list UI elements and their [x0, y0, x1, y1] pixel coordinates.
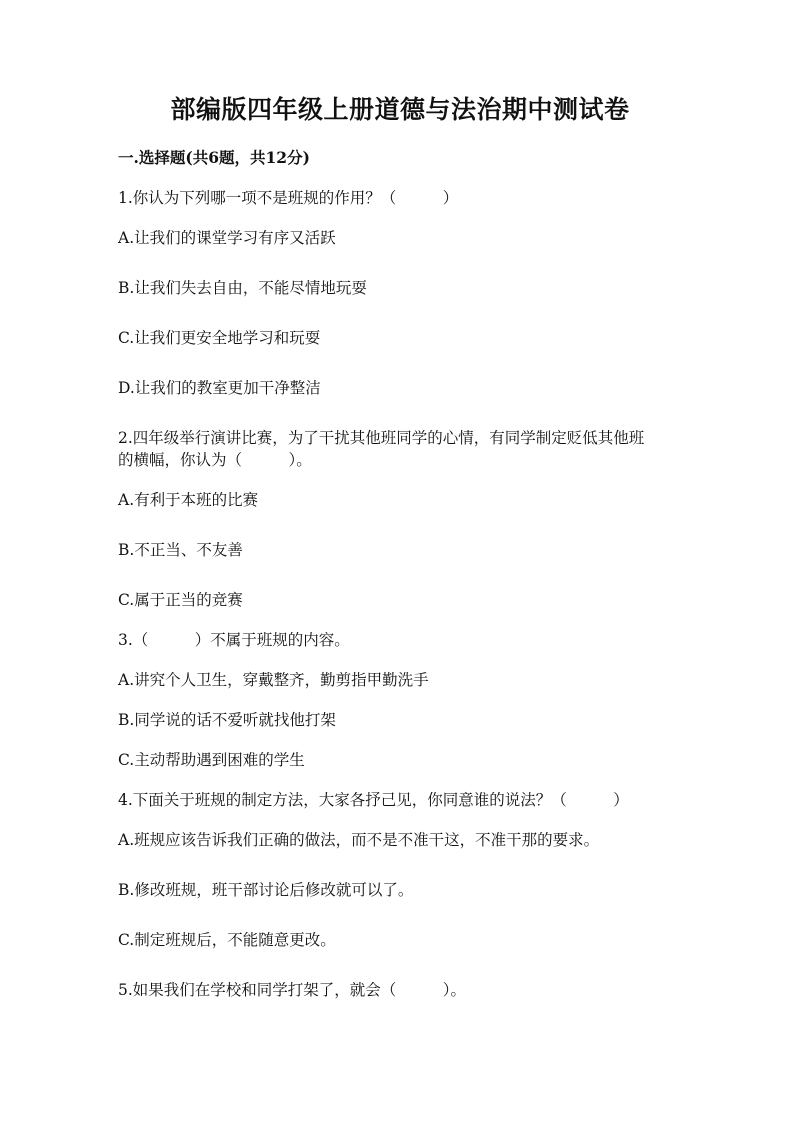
question-4-stem: 4.下面关于班规的制定方法，大家各抒己见，你同意谁的说法？（ ） — [118, 791, 629, 809]
question-2-stem-line-2: 的横幅，你认为（ ）。 — [118, 451, 312, 469]
question-3-option-b: B.同学说的话不爱听就找他打架 — [118, 711, 336, 729]
question-2-option-b: B.不正当、不友善 — [118, 541, 243, 559]
question-4-option-b: B.修改班规，班干部讨论后修改就可以了。 — [118, 881, 414, 899]
exam-title: 部编版四年级上册道德与法治期中测试卷 — [170, 95, 630, 124]
question-5-stem: 5.如果我们在学校和同学打架了，就会（ ）。 — [118, 981, 467, 999]
question-4-option-a: A.班规应该告诉我们正确的做法，而不是不准干这，不准干那的要求。 — [118, 831, 600, 849]
question-1-option-a: A.让我们的课堂学习有序又活跃 — [118, 229, 336, 247]
question-3-option-a: A.讲究个人卫生，穿戴整齐，勤剪指甲勤洗手 — [118, 671, 429, 689]
question-2-stem-line-1: 2.四年级举行演讲比赛，为了干扰其他班同学的心情，有同学制定贬低其他班 — [118, 429, 645, 447]
question-1-option-b: B.让我们失去自由，不能尽情地玩耍 — [118, 279, 367, 297]
question-2-option-c: C.属于正当的竞赛 — [118, 591, 243, 609]
question-3-option-c: C.主动帮助遇到困难的学生 — [118, 751, 305, 769]
section-heading: 一.选择题(共6题，共12分) — [118, 148, 310, 167]
question-2-option-a: A.有利于本班的比赛 — [118, 491, 259, 509]
question-1-option-c: C.让我们更安全地学习和玩耍 — [118, 329, 321, 347]
question-3-stem: 3.（ ）不属于班规的内容。 — [118, 631, 350, 649]
question-1-stem: 1.你认为下列哪一项不是班规的作用？（ ） — [118, 189, 459, 207]
question-1-option-d: D.让我们的教室更加干净整洁 — [118, 379, 321, 397]
question-4-option-c: C.制定班规后，不能随意更改。 — [118, 931, 336, 949]
